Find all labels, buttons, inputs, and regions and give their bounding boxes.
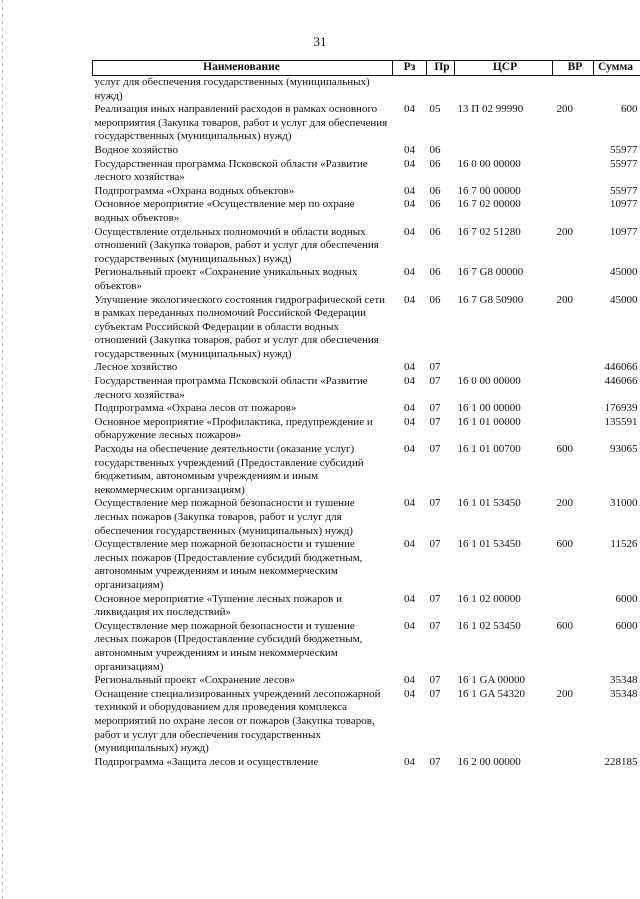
cell-sum: 31000 <box>610 497 638 510</box>
cell-name: Осуществление мер пожарной безопасности и тушение лесных пожаров (Предоставление субсидий бюджетным, автономным учреждениям и иным некоммерческим организациям) <box>94 619 363 673</box>
table-row <box>93 226 640 267</box>
cell-sum: 176939 <box>604 402 638 415</box>
cell-pr: 05 <box>429 103 441 116</box>
cell-rz: 04 <box>404 592 415 605</box>
cell-csr: 16 1 02 00000 <box>457 592 521 605</box>
header-name: Наименование <box>93 61 393 76</box>
cell-csr: 16 7 G8 50900 <box>457 293 524 306</box>
cell-sum: 55977 <box>610 157 638 170</box>
cell-name: Реализация иных направлений расходов в рамках основного мероприятия (Закупка товаров, работ и услуг для обеспечения государственных (муниципальных) нужд) <box>94 103 388 143</box>
cell-rz: 04 <box>404 103 415 116</box>
cell-csr: 16 7 02 00000 <box>457 198 521 211</box>
table-header-row <box>93 61 640 76</box>
header-sum: Сумма <box>594 61 640 76</box>
cell-rz: 04 <box>404 443 415 456</box>
cell-rz: 04 <box>404 157 415 170</box>
cell-pr: 06 <box>429 266 441 279</box>
cell-vr: 200 <box>556 687 573 700</box>
cell-csr: 16 7 02 51280 <box>457 225 521 238</box>
cell-vr <box>553 185 594 199</box>
cell-name: Региональный проект «Сохранение уникальных водных объектов» <box>94 266 358 292</box>
cell-sum: 10977 <box>610 198 638 211</box>
cell-vr: 200 <box>556 103 573 116</box>
cell-csr <box>455 361 553 375</box>
cell-pr: 07 <box>429 674 441 687</box>
cell-vr <box>553 674 594 688</box>
header-vr: ВР <box>553 61 594 76</box>
cell-name: услуг для обеспечения государственных (муниципальных) нужд) <box>94 76 370 102</box>
cell-rz: 04 <box>404 266 415 279</box>
cell-pr: 07 <box>429 361 441 374</box>
cell-pr: 06 <box>429 293 441 306</box>
table-row <box>93 674 640 688</box>
cell-csr: 16 1 00 00000 <box>457 402 521 415</box>
cell-vr <box>553 158 594 185</box>
cell-pr: 07 <box>429 592 441 605</box>
cell-csr: 16 0 00 00000 <box>457 157 521 170</box>
cell-name: Осуществление отдельных полномочий в области водных отношений (Закупка товаров, работ и услуг для обеспечения государственных (муниципальных) нужд) <box>94 225 379 265</box>
cell-csr: 16 1 GA 00000 <box>457 674 526 687</box>
cell-rz: 04 <box>404 619 415 632</box>
table-row <box>93 443 640 497</box>
cell-vr: 200 <box>556 225 573 238</box>
cell-sum: 600 <box>621 103 638 116</box>
table-row <box>93 620 640 674</box>
table-row <box>93 497 640 538</box>
cell-csr: 16 1 01 53450 <box>457 497 521 510</box>
cell-rz: 04 <box>404 674 415 687</box>
cell-rz: 04 <box>404 755 415 768</box>
cell-name: Подпрограмма «Охрана лесов от пожаров» <box>94 402 297 415</box>
cell-vr: 200 <box>556 497 573 510</box>
table-row <box>93 688 640 756</box>
cell-rz: 04 <box>404 198 415 211</box>
table-row <box>93 198 640 225</box>
cell-pr: 06 <box>429 143 441 156</box>
cell-name: Государственная программа Псковской области «Развитие лесного хозяйства» <box>94 157 368 184</box>
cell-name: Оснащение специализированных учреждений лесопожарной техникой и оборудованием для проведения комплекса мероприятий по охране лесов от пожаров (Закупка товаров, работ и услуг для обеспечения государственных (муниципальных) нужд) <box>94 687 381 755</box>
cell-name: Осуществление мер пожарной безопасности и тушение лесных пожаров (Предоставление субсидий бюджетным, автономным учреждениям и иным некоммерческим организациям) <box>94 538 363 591</box>
cell-csr: 16 7 G8 00000 <box>457 266 524 279</box>
cell-pr: 06 <box>429 184 441 197</box>
cell-pr: 07 <box>429 687 441 700</box>
cell-name: Подпрограмма «Охрана водных объектов» <box>94 184 295 197</box>
cell-csr: 13 П 02 99990 <box>457 103 524 116</box>
cell-pr: 06 <box>429 157 441 170</box>
table-row <box>93 416 640 443</box>
table-row <box>93 294 640 362</box>
cell-rz: 04 <box>404 375 415 388</box>
cell-vr: 600 <box>556 443 573 456</box>
header-csr: ЦСР <box>455 61 553 76</box>
cell-name: Подпрограмма «Защита лесов и осуществление <box>94 755 319 768</box>
cell-vr <box>553 144 594 158</box>
cell-rz: 04 <box>404 225 415 238</box>
cell-sum: 35348 <box>610 687 638 700</box>
cell-sum: 55977 <box>610 143 638 156</box>
cell-vr: 200 <box>556 293 573 306</box>
cell-name: Улучшение экологического состояния гидрографической сети в рамках переданных полномочий Российской Федерации субъектам Российской Федерации в области водных отношений (Закупка товаров, работ и услуг для обеспечения государственных (муниципальных) нужд) <box>94 293 386 360</box>
cell-csr: 16 1 GA 54320 <box>457 687 526 700</box>
cell-csr: 16 1 01 53450 <box>457 538 521 551</box>
cell-csr: 16 2 00 00000 <box>457 755 521 768</box>
table-row <box>93 538 640 592</box>
cell-vr <box>553 266 594 293</box>
cell-pr: 07 <box>429 538 441 551</box>
cell-sum: 446066 <box>604 375 638 388</box>
cell-name: Государственная программа Псковской области «Развитие лесного хозяйства» <box>94 375 368 401</box>
cell-sum: 55977 <box>610 184 638 197</box>
cell-pr: 07 <box>429 443 441 456</box>
table-row <box>93 361 640 375</box>
cell-rz: 04 <box>404 143 415 156</box>
cell-pr: 07 <box>429 755 441 768</box>
cell-pr: 06 <box>429 198 441 211</box>
cell-name: Основное мероприятие «Тушение лесных пожаров и ликвидация их последствий» <box>94 592 342 619</box>
cell-rz: 04 <box>404 415 415 428</box>
cell-rz: 04 <box>404 293 415 306</box>
cell-rz: 04 <box>404 402 415 415</box>
cell-name: Основное мероприятие «Профилактика, предупреждение и обнаружение лесных пожаров» <box>94 415 373 442</box>
table-row <box>93 144 640 158</box>
cell-rz: 04 <box>404 497 415 510</box>
cell-csr <box>455 144 553 158</box>
cell-csr: 16 0 00 00000 <box>457 375 521 388</box>
cell-name: Осуществление мер пожарной безопасности и тушение лесных пожаров (Закупка товаров, работ и услуг для обеспечения государственных (муниципальных) нужд) <box>94 497 355 537</box>
cell-sum: 10977 <box>610 225 638 238</box>
cell-name: Водное хозяйство <box>94 143 178 156</box>
cell-sum: 135591 <box>604 415 638 428</box>
table-row <box>93 103 640 144</box>
cell-vr <box>553 416 594 443</box>
cell-csr <box>455 76 553 104</box>
cell-pr: 07 <box>429 497 441 510</box>
cell-sum: 45000 <box>610 266 638 279</box>
cell-vr <box>553 361 594 375</box>
cell-csr: 16 1 02 53450 <box>457 619 521 632</box>
budget-table <box>92 60 640 769</box>
cell-vr: 600 <box>556 538 573 551</box>
header-pr: Пр <box>427 61 455 76</box>
table-row <box>93 375 640 402</box>
cell-vr <box>553 375 594 402</box>
table-row <box>93 76 640 104</box>
cell-csr: 16 1 01 00000 <box>457 415 521 428</box>
cell-sum: 45000 <box>610 293 638 306</box>
cell-vr <box>553 402 594 416</box>
table-row <box>93 185 640 199</box>
cell-pr: 07 <box>429 415 441 428</box>
cell-csr: 16 1 01 00700 <box>457 443 521 456</box>
cell-sum: 6000 <box>615 619 638 632</box>
cell-sum: 446066 <box>604 361 638 374</box>
cell-pr: 07 <box>429 402 441 415</box>
cell-rz: 04 <box>404 687 415 700</box>
cell-name: Лесное хозяйство <box>94 361 178 374</box>
cell-sum: 35348 <box>610 674 638 687</box>
cell-vr: 600 <box>556 619 573 632</box>
cell-vr <box>553 198 594 225</box>
cell-pr: 07 <box>429 619 441 632</box>
cell-vr <box>553 76 594 104</box>
cell-sum: 11526 <box>610 538 638 551</box>
cell-rz: 04 <box>404 538 415 551</box>
cell-vr <box>553 593 594 620</box>
cell-name: Расходы на обеспечение деятельности (оказание услуг) государственных учреждений (Предоставление субсидий бюджетным, автономным учреждениям и иным некоммерческим организациям) <box>94 443 364 496</box>
cell-sum: 6000 <box>615 592 638 605</box>
cell-sum: 93065 <box>610 443 638 456</box>
table-row <box>93 266 640 293</box>
page-number: 31 <box>313 34 327 49</box>
cell-pr <box>427 76 455 104</box>
scan-margin-line <box>2 0 3 899</box>
cell-vr <box>553 756 594 770</box>
cell-rz: 04 <box>404 184 415 197</box>
header-rz: Рз <box>393 61 427 76</box>
table-body <box>93 76 640 770</box>
cell-rz <box>393 76 427 104</box>
cell-pr: 07 <box>429 375 441 388</box>
table-row <box>93 402 640 416</box>
table-row <box>93 593 640 620</box>
cell-pr: 06 <box>429 225 441 238</box>
table-row <box>93 756 640 770</box>
cell-sum <box>594 76 640 104</box>
cell-name: Основное мероприятие «Осуществление мер по охране водных объектов» <box>94 198 355 224</box>
cell-name: Региональный проект «Сохранение лесов» <box>94 674 296 687</box>
table-row <box>93 158 640 185</box>
cell-rz: 04 <box>404 361 415 374</box>
cell-sum: 228185 <box>604 755 638 768</box>
cell-csr: 16 7 00 00000 <box>457 184 521 197</box>
